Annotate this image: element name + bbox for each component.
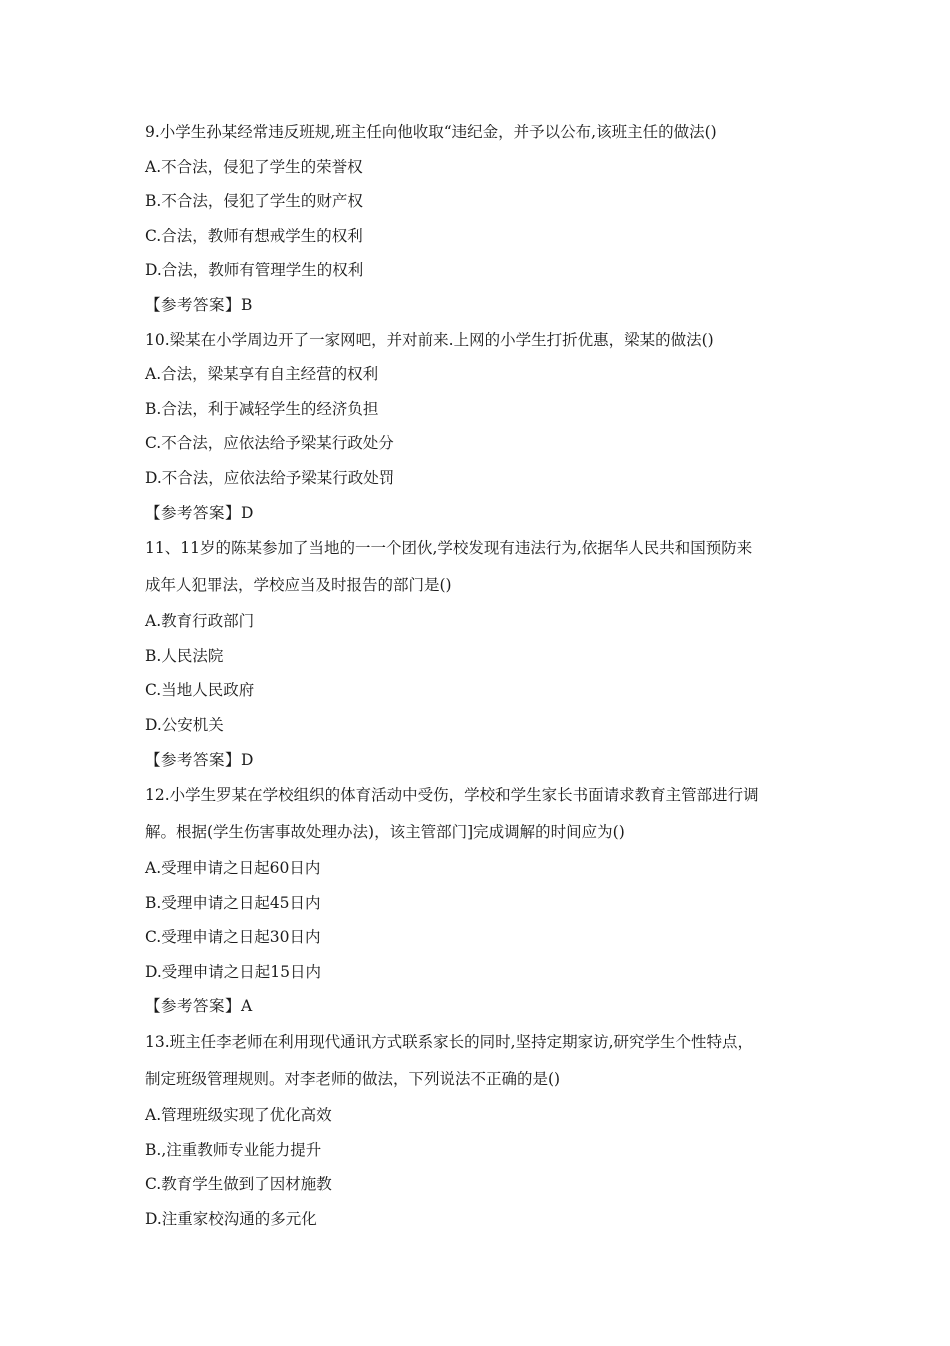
question-13-stem-line-2: 制定班级管理规则。对李老师的做法，下列说法不正确的是() xyxy=(145,1070,561,1089)
question-9-stem: 9.小学生孙某经常违反班规,班主任向他收取“违纪金，并予以公布,该班主任的做法() xyxy=(145,123,717,141)
page-content xyxy=(145,115,810,1236)
question-9-option-c: C.合法，教师有想戒学生的权利 xyxy=(145,226,363,245)
question-13-option-d: D.注重家校沟通的多元化 xyxy=(145,1209,317,1228)
question-12-option-b: B.受理申请之日起45日内 xyxy=(145,893,321,912)
question-12-answer: 【参考答案】A xyxy=(145,997,253,1016)
question-13-option-a: A.管理班级实现了优化高效 xyxy=(145,1106,332,1125)
question-10-option-d: D.不合法，应依法给予梁某行政处罚 xyxy=(145,468,395,487)
question-9-option-d: D.合法，教师有管理学生的权利 xyxy=(145,261,364,280)
question-10-stem: 10.梁某在小学周边开了一家网吧，并对前来.上网的小学生打折优惠，梁某的做法() xyxy=(145,330,714,349)
question-11-option-b: B.人民法院 xyxy=(145,646,224,665)
question-12-option-a: A.受理申请之日起60日内 xyxy=(145,859,321,878)
question-11-option-d: D.公安机关 xyxy=(145,715,224,734)
question-12-stem-line-1: 12.小学生罗某在学校组织的体育活动中受伤，学校和学生家长书面请求教育主管部进行调 xyxy=(145,786,759,805)
question-10-option-b: B.合法，利于减轻学生的经济负担 xyxy=(145,399,379,418)
question-11-answer: 【参考答案】D xyxy=(145,750,254,769)
question-10-answer: 【参考答案】D xyxy=(145,503,254,522)
question-12-stem-line-2: 解。根据(学生伤害事故处理办法)，该主管部门]完成调解的时间应为() xyxy=(145,823,625,842)
question-12-option-c: C.受理申请之日起30日内 xyxy=(145,928,321,947)
question-9-option-b: B.不合法，侵犯了学生的财产权 xyxy=(145,192,363,211)
question-13-option-b: B.,注重教师专业能力提升 xyxy=(145,1140,322,1159)
question-11-option-a: A.教育行政部门 xyxy=(145,612,255,631)
question-11-stem-line-2: 成年人犯罪法，学校应当及时报告的部门是() xyxy=(145,576,452,595)
question-13-option-c: C.教育学生做到了因材施教 xyxy=(145,1175,332,1194)
question-11-option-c: C.当地人民政府 xyxy=(145,681,255,700)
question-12-option-d: D.受理申请之日起15日内 xyxy=(145,962,322,981)
question-13-stem-line-1: 13.班主任李老师在利用现代通讯方式联系家长的同时,坚持定期家访,研究学生个性特点， xyxy=(145,1033,754,1052)
question-10-option-c: C.不合法，应依法给予梁某行政处分 xyxy=(145,434,394,453)
question-9-option-a: A.不合法，侵犯了学生的荣誉权 xyxy=(145,157,363,176)
question-10-option-a: A.合法，梁某享有自主经营的权利 xyxy=(145,365,379,384)
question-11-stem-line-1: 11、11岁的陈某参加了当地的一一个团伙,学校发现有违法行为,依据华人民共和国预防来 xyxy=(145,539,753,558)
question-9-answer: 【参考答案】B xyxy=(145,295,253,314)
